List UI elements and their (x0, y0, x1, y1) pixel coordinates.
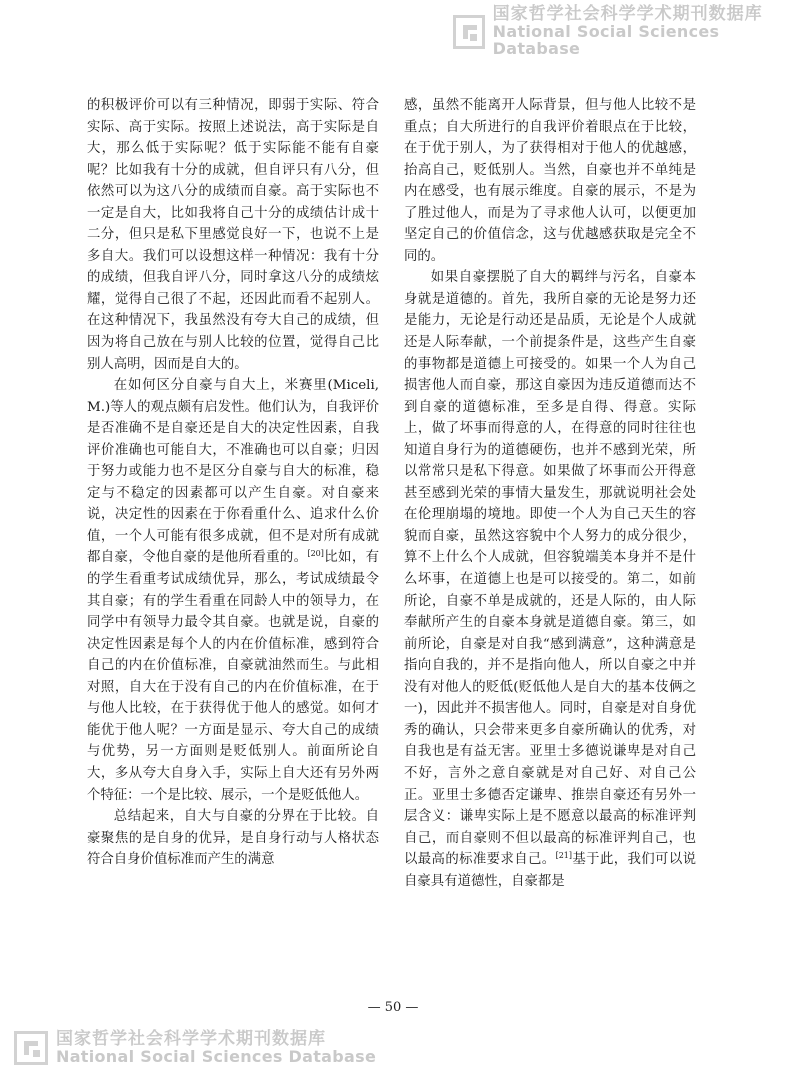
watermark-text (56, 1031, 376, 1066)
paragraph (87, 375, 379, 806)
nssd-logo-icon (453, 15, 485, 49)
paragraph-text: 如果自豪摆脱了自大的羁绊与污名，自豪本身就是道德的。首先，我所自豪的无论是努力还是能力，无论是行动还是品质，无论是个人成就还是人际奉献，一个前提条件是，这些产生自豪的事物都是道德上可接受的。如果一个人为自己损害他人而自豪，那这自豪因为违反道德而达不到自豪的道德标准，至多是自得、得意。实际上，做了坏事而得意的人，在得意的同时往往也知道自身行为的道德硬伤，也并不感到光荣，所以常常只是私下得意。如果做了坏事而公开得意甚至感到光荣的事情大量发生，那就说明社会处在伦理崩塌的境地。即使一个人为自己天生的容貌而自豪，虽然这容貌中个人努力的成分很少，算不上什么个人成就，但容貌端美本身并不是什么坏事，在道德上也是可以接受的。第二，如前所论，自豪不单是成就的，还是人际的，由人际奉献所产生的自豪本身就是道德自豪。第三，如前所论，自豪是对自我“感到满意”，这种满意是指向自我的，并不是指向他人，所以自豪之中并没有对他人的贬低(贬低他人是自大的基本伎俩之一)，因此并不损害他人。同时，自豪是对自身优秀的确认，只会带来更多自豪所确认的优秀，对自我也是有益无害。亚里士多德说谦卑是对自己不好，言外之意自豪就是对自己好、对自己公正。亚里士多德否定谦卑、推崇自豪还有另外一层含义：谦卑实际上是不愿意以最高的标准评判自己，而自豪则不但以最高的标准评判自己，也以最高的标准要求自己。 (404, 270, 696, 868)
paragraph-text: 比如，有的学生看重考试成绩优异，那么，考试成绩最令其自豪；有的学生看重在同龄人中的领导力，在同学中有领导力最令其自豪。也就是说，自豪的决定性因素是每个人的内在价值标准，感到符合自己的内在价值标准，自豪就油然而生。与此相对照，自大在于没有自己的内在价值标准，在于与他人比较，在于获得优于他人的感觉。如何才能优于他人呢？一方面是显示、夸大自己的成绩与优势，另一方面则是贬低别人。前面所论自大，多从夸大自身入手，实际上自大还有另外两个特征：一个是比较、展示，一个是贬低他人。 (87, 550, 380, 803)
paragraph-text: 在如何区分自豪与自大上，米赛里(Miceli, M.)等人的观点颇有启发性。他们认为，自我评价是否准确不是自豪还是自大的决定性因素，自我评价准确也可能自大，不准确也可以自豪；归因于努力或能力也不是区分自豪与自大的标准，稳定与不稳定的因素都可以产生自豪。对自豪来说，决定性的因素在于你看重什么、追求什么价值，一个人可能有很多成就，但不是对所有成就都自豪，令他自豪的是他所看重的。 (87, 378, 379, 566)
citation: [21] (555, 851, 572, 861)
citation: [20] (307, 549, 324, 559)
paragraph: 的积极评价可以有三种情况，即弱于实际、符合实际、高于实际。按照上述说法，高于实际是自大，那么低于实际呢？低于实际能不能有自豪呢？比如我有十分的成就，但自评只有八分，但依然可以为这八分的成绩而自豪。高于实际也不一定是自大，比如我将自己十分的成绩估计成十二分，但只是私下里感觉良好一下，也说不上是多自大。我们可以设想这样一种情况：我有十分的成绩，但我自评八分，同时拿这八分的成绩炫耀，觉得自己很了不起，还因此而看不起别人。在这种情况下，我虽然没有夸大自己的成绩，但因为将自己放在与别人比较的位置，觉得自己比别人高明，因而是自大的。 (87, 98, 379, 372)
page-number: — 50 — (367, 1000, 419, 1015)
paragraph-text: 基于此，我们可以说自豪具有道德性，自豪都是 (404, 852, 697, 889)
watermark-en: National Social Sciences Database (492, 21, 720, 58)
paragraph (404, 267, 696, 892)
paragraph: 感，虽然不能离开人际背景，但与他人比较不是重点；自大所进行的自我评价着眼点在于比较，在于优于别人，为了获得相对于他人的优越感，抬高自己，贬低别人。当然，自豪也并不单纯是内在感受，也有展示维度。自豪的展示，不是为了胜过他人，而是为了寻求他人认可，以便更加坚定自己的价值信念，这与优越感获取是完全不同的。 (404, 98, 696, 264)
right-column (404, 95, 696, 892)
paragraph: 总结起来，自大与自豪的分界在于比较。自豪聚焦的是自身的优异，是自身行动与人格状态符合自身价值标准而产生的满意 (87, 809, 379, 868)
watermark-cn: 国家哲学社会科学学术期刊数据库 (492, 4, 763, 24)
nssd-logo-icon (14, 1031, 48, 1065)
left-column (87, 95, 379, 871)
watermark-en: National Social Sciences Database (56, 1046, 377, 1066)
watermark-bottom (14, 1031, 376, 1066)
watermark-text (493, 6, 786, 57)
watermark-top (453, 6, 786, 57)
watermark-cn: 国家哲学社会科学学术期刊数据库 (56, 1029, 326, 1049)
